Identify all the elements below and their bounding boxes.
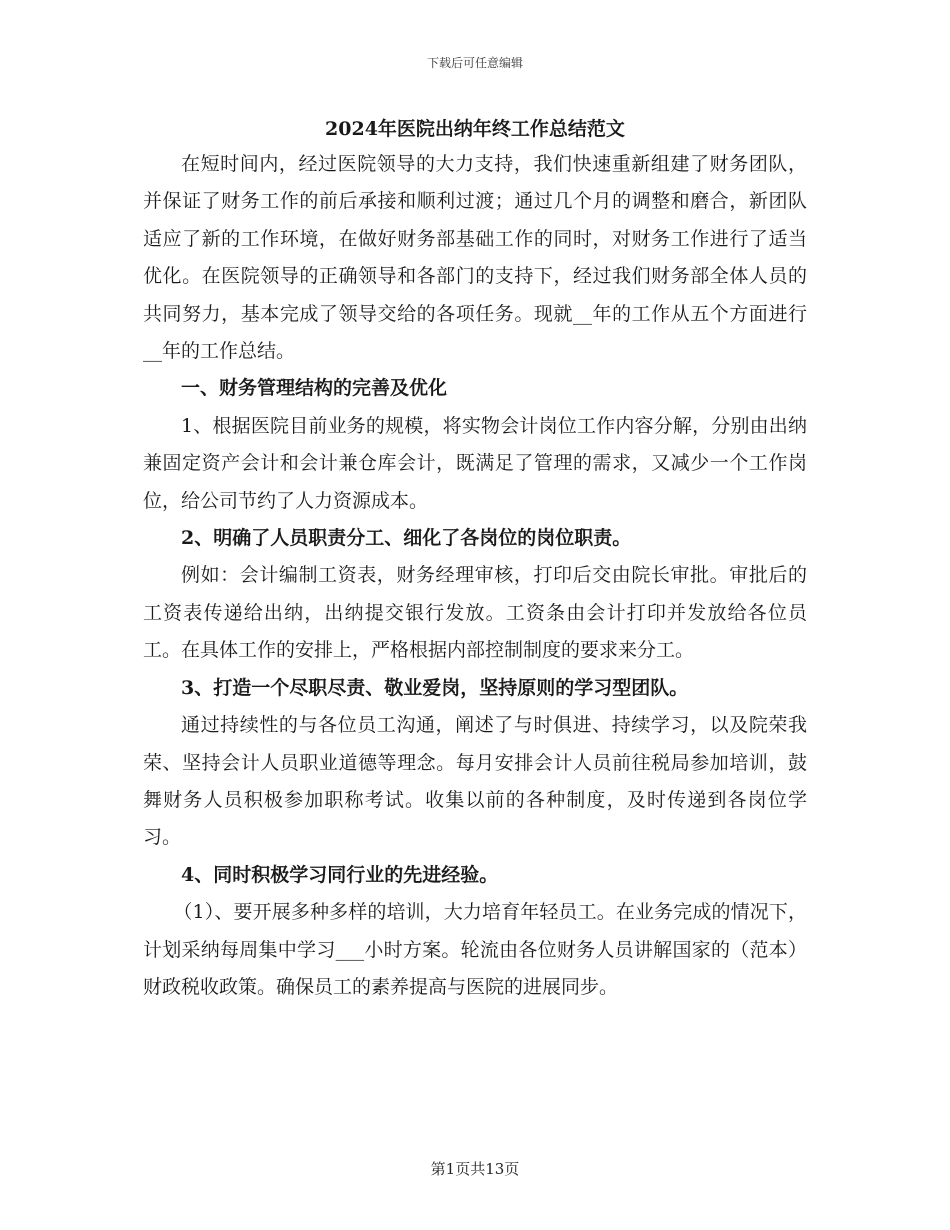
body-paragraph-4: （1）、要开展多种多样的培训，大力培育年轻员工。在业务完成的情况下，计划采纳每周集中学习___小时方案。轮流由各位财务人员讲解国家的（范本）财政税收政策。确保员工的素养提高与医院的进展同步。 bbox=[143, 901, 807, 998]
body-paragraph-1: 1、根据医院目前业务的规模，将实物会计岗位工作内容分解，分别由出纳兼固定资产会计和会计兼仓库会计，既满足了管理的需求，又减少一个工作岗位，给公司节约了人力资源成本。 bbox=[143, 414, 807, 512]
section-heading-1: 一、财务管理结构的完善及优化 bbox=[181, 377, 448, 400]
intro-paragraph: 在短时间内，经过医院领导的大力支持，我们快速重新组建了财务团队，并保证了财务工作的前后承接和顺利过渡；通过几个月的调整和磨合，新团队适应了新的工作环境，在做好财务部基础工作的同时，对财务工作进行了适当优化。在医院领导的正确领导和各部门的支持下，经过我们财务部全体人员的共同努力，基本完成了领导交给的各项任务。现就__年的工作从五个方面进行__年的工作总结。 bbox=[143, 153, 807, 363]
page-number-footer: 第1页共13页 bbox=[430, 1160, 520, 1178]
body-paragraph-3: 通过持续性的与各位员工沟通，阐述了与时俱进、持续学习，以及院荣我荣、坚持会计人员职业道德等理念。每月安排会计人员前往税局参加培训，鼓舞财务人员积极参加职称考试。收集以前的各种制度，及时传递到各岗位学习。 bbox=[143, 714, 807, 849]
page-header-note: 下载后可任意编辑 bbox=[426, 56, 523, 70]
body-paragraph-2: 例如：会计编制工资表，财务经理审核，打印后交由院长审批。审批后的工资表传递给出纳，出纳提交银行发放。工资条由会计打印并发放给各位员工。在具体工作的安排上，严格根据内部控制制度的要求来分工。 bbox=[143, 564, 807, 662]
document-body bbox=[143, 146, 807, 1006]
section-heading-2: 2、明确了人员职责分工、细化了各岗位的岗位职责。 bbox=[181, 527, 632, 550]
section-heading-4: 4、同时积极学习同行业的先进经验。 bbox=[181, 863, 499, 886]
section-heading-3: 3、打造一个尽职尽责、敬业爱岗，坚持原则的学习型团队。 bbox=[181, 676, 689, 699]
document-title: 2024年医院出纳年终工作总结范文 bbox=[325, 118, 625, 140]
